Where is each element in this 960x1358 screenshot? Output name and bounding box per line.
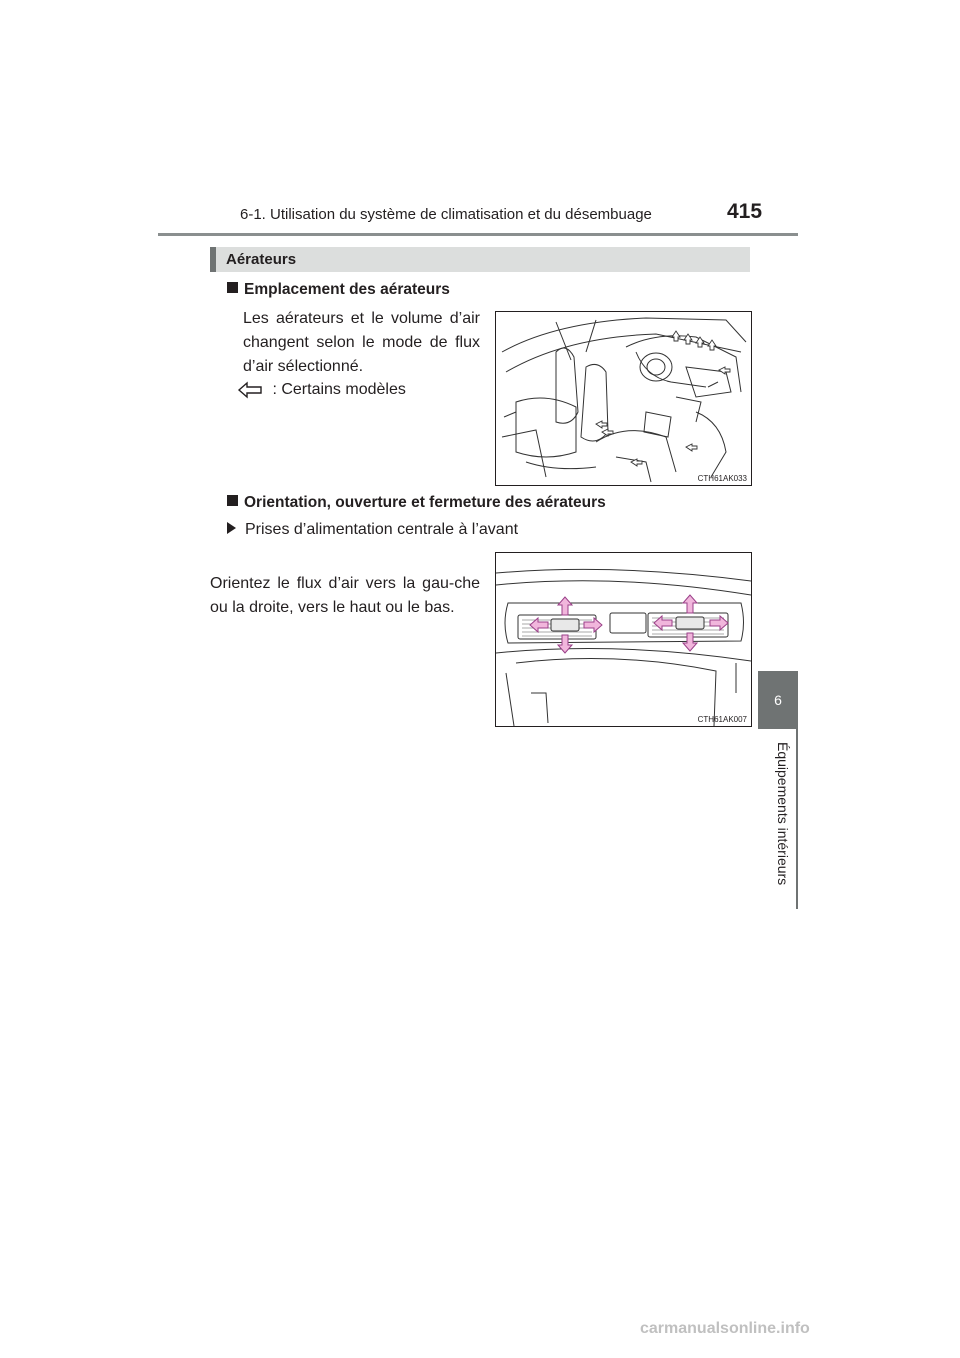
header-rule — [158, 233, 798, 236]
location-heading — [227, 281, 450, 299]
center-vents-illustration — [496, 553, 751, 726]
chapter-tab: 6 — [758, 671, 798, 729]
bullet-item — [227, 521, 518, 539]
orientation-heading-text: Orientation, ouverture et fermeture des aérateurs — [244, 494, 606, 511]
location-paragraph: Les aérateurs et le volume d’air changent selon le mode de flux d’air sélectionné. — [243, 310, 480, 375]
square-bullet-icon — [227, 495, 238, 506]
legend-label: : Certains modèles — [272, 381, 406, 398]
section-title: Aérateurs — [226, 251, 297, 268]
orientation-heading — [227, 494, 606, 512]
figure-code: CTH61AK007 — [697, 715, 747, 724]
page-number: 415 — [727, 200, 763, 223]
bullet-item-text: Prises d’alimentation centrale à l’avant — [245, 521, 519, 538]
legend-row — [237, 380, 406, 400]
running-header: 6-1. Utilisation du système de climatisation et du désembuage — [240, 206, 652, 223]
figure-vents — [495, 552, 752, 727]
location-heading-text: Emplacement des aérateurs — [244, 281, 450, 298]
section-title-bar — [210, 247, 750, 272]
chapter-label-text: Équipements intérieurs — [775, 742, 791, 886]
orientation-paragraph: Orientez le flux d’air vers la gau-che ou la droite, vers le haut ou le bas. — [210, 575, 480, 616]
triangle-bullet-icon — [227, 522, 236, 534]
section-accent — [210, 247, 216, 272]
chapter-tab-line — [796, 729, 798, 909]
car-interior-illustration — [496, 312, 751, 485]
figure-interior — [495, 311, 752, 486]
square-bullet-icon — [227, 282, 238, 293]
watermark: carmanualsonline.info — [640, 1320, 810, 1337]
figure-code: CTH61AK033 — [697, 474, 747, 483]
outline-arrow-icon — [237, 380, 263, 400]
chapter-label — [773, 742, 793, 902]
